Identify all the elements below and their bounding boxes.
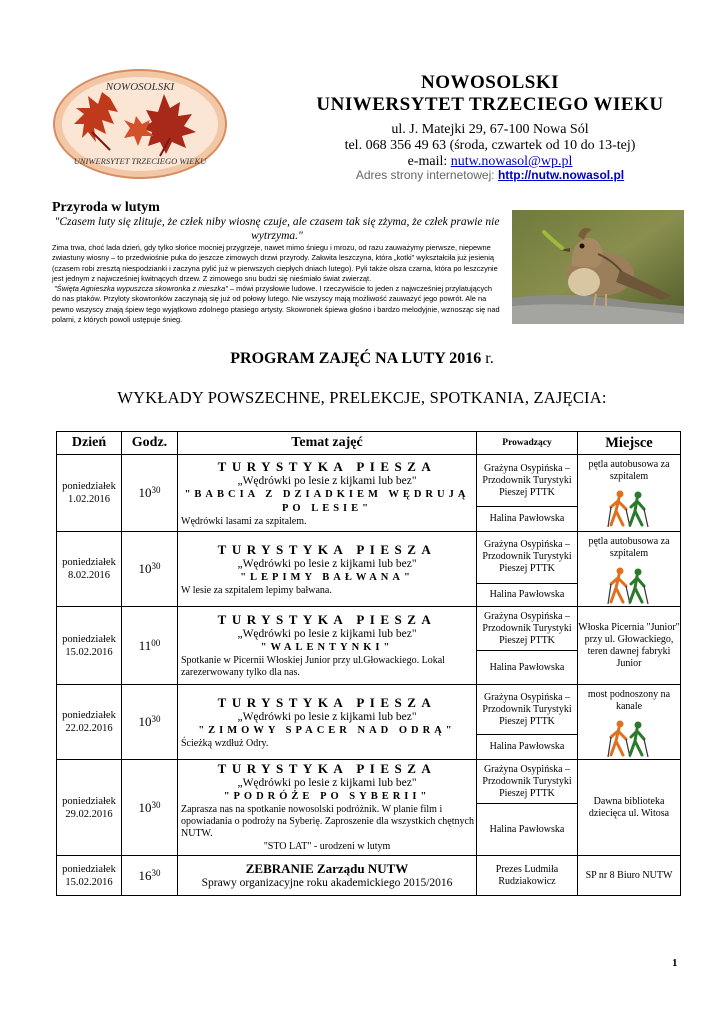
day-name: poniedziałek [62, 481, 116, 492]
hour-cell [122, 455, 178, 532]
minute-value: 00 [151, 637, 161, 648]
logo-text-bottom: UNIWERSYTET TRZECIEGO WIEKU [73, 156, 207, 166]
meeting-subtitle: Sprawy organizacyjne roku akademickiego 2015/2016 [201, 876, 453, 889]
lead-secondary: Halina Pawłowska [477, 735, 578, 760]
place-cell [578, 607, 681, 685]
topic-description: Zaprasza nas na spotkanie nowosolski podróżnik. W planie film i opowiadania o podroży na Syberię. Zaproszenie dla wszystkich chętnych NUTW. [181, 804, 474, 839]
day-name: poniedziałek [62, 633, 116, 645]
hour-cell [122, 607, 178, 685]
topic-description: W lesie za szpitalem lepimy bałwana. [181, 584, 332, 596]
topic-cell [178, 685, 477, 760]
lead-secondary: Halina Pawłowska [477, 651, 578, 685]
logo-text-top: NOWOSOLSKI [105, 81, 175, 93]
topic-subheading: „Wędrówki po lesie z kijkami lub bez" [237, 777, 417, 789]
nutw-logo [52, 68, 228, 180]
lead-secondary: Halina Pawłowska [477, 804, 578, 856]
program-subtitle: WYKŁADY POWSZECHNE, PRELEKCJE, SPOTKANIA, ZAJĘCIA: [117, 388, 607, 407]
header-lead: Prowadzący [477, 432, 578, 455]
day-name: poniedziałek [62, 557, 116, 568]
topic-heading: TURYSTYKA PIESZA [217, 458, 437, 474]
header-address: ul. J. Matejki 29, 67-100 Nowa Sól [391, 122, 589, 137]
day-date: 8.02.2016 [68, 570, 110, 581]
lead-secondary: Halina Pawłowska [477, 583, 578, 606]
place-text: Włoska Picernia "Junior" przy ul. Głowackiego, teren dawnej fabryki Junior [578, 621, 680, 669]
day-date: 1.02.2016 [68, 494, 110, 505]
article-paragraph-2-text: – mówi przysłowie ludowe. I rzeczywiście to jeden z najwcześniej przylatujących do nas ptaków. Przyloty skowronków zaczynają się już od połowy lutego. Nie wszyscy mają możliwość zauważyć jego powrót. Ale na pewno wszyscy znają śpiew tego wyjątkowo zdolnego ptasiego artysty. Skowronek śpiewa głośno i bardzo melodyjnie, wznosząc się nad polami, z których powoli ustępuje śnieg. [52, 284, 500, 325]
topic-description: Spotkanie w Picernii Włoskiej Junior przy ul.Głowackiego. Lokal zarezerwowany tylko dla nas. [181, 655, 445, 678]
article-title: Przyroda w lutym [52, 200, 160, 215]
topic-heading: TURYSTYKA PIESZA [217, 541, 437, 557]
article-paragraph-2 [52, 284, 502, 325]
minute-value: 30 [151, 561, 161, 571]
place-cell [578, 760, 681, 856]
topic-cell [178, 760, 477, 856]
hour-cell [122, 685, 178, 760]
minute-value: 30 [151, 485, 161, 495]
day-date: 15.02.2016 [65, 646, 113, 658]
day-cell [57, 607, 122, 685]
topic-subheading: „Wędrówki po lesie z kijkami lub bez" [237, 474, 417, 487]
topic-heading: TURYSTYKA PIESZA [217, 694, 437, 710]
topic-cell [178, 455, 477, 532]
topic-event: "LEPIMY BAŁWANA" [240, 571, 414, 583]
table-row [57, 455, 681, 507]
minute-value: 30 [151, 714, 161, 724]
header-hour: Godz. [122, 432, 178, 455]
day-cell [57, 760, 122, 856]
header-phone: tel. 068 356 49 63 (środa, czwartek od 10 do 13-tej) [344, 138, 636, 153]
table-header-row [57, 432, 681, 455]
header-topic: Temat zajęć [178, 432, 477, 455]
topic-note: "STO LAT" - urodzeni w lutym [263, 841, 391, 852]
hour-cell [122, 760, 178, 856]
place-text: pętla autobusowa za szpitalem [588, 536, 670, 559]
header-title [280, 72, 700, 116]
nordic-walking-icon [606, 489, 652, 529]
header-place: Miejsce [578, 432, 681, 455]
lead-primary: Grażyna Osypińska – Przodownik Turystyki Pieszej PTTK [477, 455, 578, 507]
nordic-walking-icon [606, 719, 652, 759]
table-row [57, 532, 681, 584]
day-cell [57, 856, 122, 896]
hour-value: 10 [138, 714, 152, 729]
header-title-line1: NOWOSOLSKI [420, 72, 560, 93]
table-row [57, 760, 681, 804]
topic-subheading: „Wędrówki po lesie z kijkami lub bez" [237, 710, 417, 723]
email-link[interactable]: nutw.nowasol@wp.pl [450, 154, 573, 169]
lead-primary: Grażyna Osypińska – Przodownik Turystyki Pieszej PTTK [477, 685, 578, 735]
schedule-table [56, 431, 681, 896]
place-text: Dawna biblioteka dziecięca ul. Witosa [588, 795, 670, 819]
place-text: pętla autobusowa za szpitalem [588, 459, 670, 482]
header-title-line2: UNIWERSYTET TRZECIEGO WIEKU [316, 94, 664, 115]
topic-event: "WALENTYNKI" [260, 642, 394, 653]
day-cell [57, 685, 122, 760]
program-title-suffix: r. [481, 350, 494, 367]
topic-subheading: „Wędrówki po lesie z kijkami lub bez" [237, 557, 417, 570]
lead-primary: Grażyna Osypińska – Przodownik Turystyki Pieszej PTTK [477, 532, 578, 584]
minute-value: 30 [151, 799, 161, 810]
hour-value: 10 [138, 561, 152, 576]
day-name: poniedziałek [62, 795, 116, 807]
hour-value: 10 [138, 799, 152, 815]
day-cell [57, 455, 122, 532]
topic-cell [178, 532, 477, 607]
hour-cell [122, 532, 178, 607]
topic-description: Ścieżką wzdłuż Odry. [181, 737, 269, 749]
place-text: most podnoszony na kanale [587, 689, 671, 712]
place-cell [578, 685, 681, 760]
topic-event: "ZIMOWY SPACER NAD ODRĄ" [198, 724, 456, 736]
header-website [280, 168, 700, 182]
topic-cell [178, 607, 477, 685]
table-row [57, 607, 681, 651]
meeting-title: ZEBRANIE Zarządu NUTW [245, 860, 409, 876]
hour-value: 10 [138, 485, 152, 500]
day-date: 22.02.2016 [65, 723, 113, 734]
lead-primary: Grażyna Osypińska – Przodownik Turystyki Pieszej PTTK [477, 607, 578, 651]
day-date: 15.02.2016 [65, 876, 113, 888]
lead-secondary: Halina Pawłowska [477, 507, 578, 532]
email-label: e-mail: [407, 154, 451, 169]
proverb-quote: "Święta Agnieszka wypuszcza skowronka z mieszka" [54, 284, 228, 294]
program-title [0, 350, 724, 368]
topic-event: "BABCIA Z DZIADKIEM WĘDRUJĄ PO LESIE" [184, 488, 470, 514]
day-cell [57, 532, 122, 607]
skylark-photo [512, 210, 684, 324]
place-cell [578, 532, 681, 607]
article-quote: "Czasem luty się zlituje, że człek niby wiosnę czuje, ale czasem tak się zżyma, że człek prawie nie wytrzyma." [54, 216, 500, 242]
table-row-meeting [57, 856, 681, 896]
topic-event: "PODRÓŻE PO SYBERII" [223, 791, 431, 802]
topic-heading: TURYSTYKA PIESZA [217, 761, 437, 776]
page-number: 1 [672, 957, 678, 969]
table-row [57, 685, 681, 735]
topic-subheading: „Wędrówki po lesie z kijkami lub bez" [237, 628, 417, 640]
website-label: Adres strony internetowej: [355, 168, 498, 182]
place-cell [578, 455, 681, 532]
article-paragraph-1: Zima trwa, choć lada dzień, gdy tylko słońce mocniej przygrzeje, nawet mimo śniegu i mrozu, od razu zauważymy pierwsze, niepewne zwiastuny wiosny – to przedwiośnie puka do jeszcze zimowych drzwi przyrody. Zakwita leszczyna, która „kotki" wykształciła już jesienią (czasem robi zresztą niespodzianki i zaczyna pylić już w pierwszych ciepłych dniach lutego). Pyli także olsza czarna, która po leszczynie jest jednym z najwcześniej kwitnących drzew. Z zimowego snu budzi się nieśmiało świat zwierząt. [52, 243, 498, 283]
day-name: poniedziałek [62, 710, 116, 721]
minute-value: 30 [151, 867, 161, 878]
lead-primary: Grażyna Osypińska – Przodownik Turystyki Pieszej PTTK [477, 760, 578, 804]
topic-description: Wędrówki lasami za szpitalem. [181, 515, 307, 527]
hour-value: 16 [138, 867, 152, 883]
header-day: Dzień [57, 432, 122, 455]
lead-primary: Prezes Ludmiła Rudziakowicz [477, 856, 578, 896]
day-date: 29.02.2016 [65, 808, 113, 820]
topic-cell [178, 856, 477, 896]
day-name: poniedziałek [62, 863, 116, 875]
nordic-walking-icon [606, 566, 652, 606]
hour-value: 11 [138, 637, 152, 653]
topic-heading: TURYSTYKA PIESZA [217, 612, 437, 627]
program-title-text: PROGRAM ZAJĘĆ NA LUTY 2016 [230, 350, 482, 367]
place-cell: SP nr 8 Biuro NUTW [578, 856, 681, 896]
hour-cell [122, 856, 178, 896]
article-body [52, 243, 502, 325]
website-link[interactable]: http://nutw.nowasol.pl [497, 168, 625, 182]
